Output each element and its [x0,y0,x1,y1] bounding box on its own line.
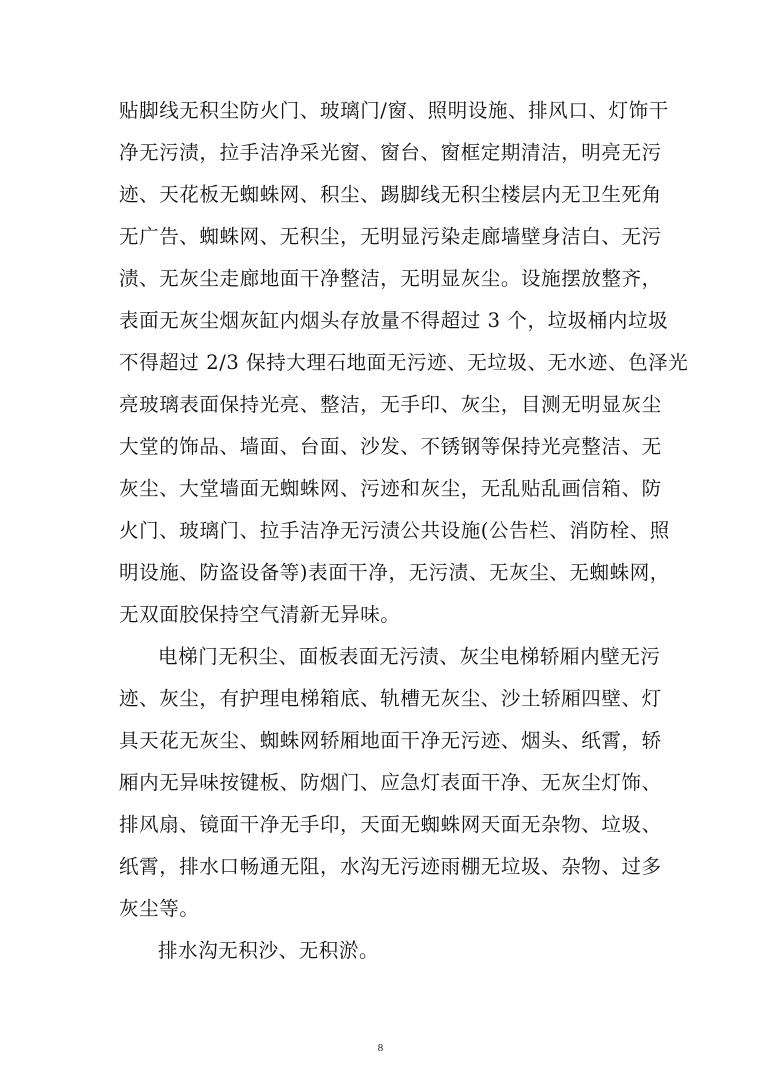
text-line: 净无污渍，拉手洁净采光窗、窗台、窗框定期清洁，明亮无污 [119,141,662,164]
text-line: 迹、天花板无蜘蛛网、积尘、踢脚线无积尘楼层内无卫生死角 [119,183,662,206]
text-line: 具天花无灰尘、蜘蛛网轿厢地面干净无污迹、烟头、纸霄，轿 [119,729,662,752]
text-line: 无双面胶保持空气清新无异味。 [119,603,401,626]
page-number: 8 [377,1042,384,1054]
text-line: 表面无灰尘烟灰缸内烟头存放量不得超过 3 个，垃圾桶内垃圾 [119,309,669,332]
text-line: 厢内无异味按键板、防烟门、应急灯表面干净、无灰尘灯饰、 [119,771,662,794]
text-line: 灰尘等。 [119,897,200,920]
text-line: 排风扇、镜面干净无手印，天面无蜘蛛网天面无杂物、垃圾、 [119,813,662,836]
text-line: 亮玻璃表面保持光亮、整洁，无手印、灰尘，目测无明显灰尘 [119,393,662,416]
text-line: 明设施、防盗设备等)表面干净，无污渍、无灰尘、无蜘蛛网， [119,561,670,584]
text-line: 纸霄，排水口畅通无阻，水沟无污迹雨棚无垃圾、杂物、过多 [119,855,662,878]
text-line: 灰尘、大堂墙面无蜘蛛网、污迹和灰尘，无乱贴乱画信箱、防 [119,477,662,500]
text-line: 不得超过 2/3 保持大理石地面无污迹、无垃圾、无水迹、色泽光 [119,351,689,374]
text-line: 迹、灰尘，有护理电梯箱底、轨槽无灰尘、沙土轿厢四壁、灯 [119,687,662,710]
text-line: 渍、无灰尘走廊地面干净整洁，无明显灰尘。设施摆放整齐， [119,267,662,290]
text-line: 无广告、蜘蛛网、无积尘，无明显污染走廊墙壁身洁白、无污 [119,225,662,248]
text-line: 大堂的饰品、墙面、台面、沙发、不锈钢等保持光亮整洁、无 [119,435,662,458]
text-line-indented: 排水沟无积沙、无积淤。 [158,939,380,962]
text-line: 贴脚线无积尘防火门、玻璃门/窗、照明设施、排风口、灯饰干 [119,99,669,122]
text-line-indented: 电梯门无积尘、面板表面无污渍、灰尘电梯轿厢内壁无污 [158,645,661,668]
text-line: 火门、玻璃门、拉手洁净无污渍公共设施(公告栏、消防栓、照 [119,519,670,542]
